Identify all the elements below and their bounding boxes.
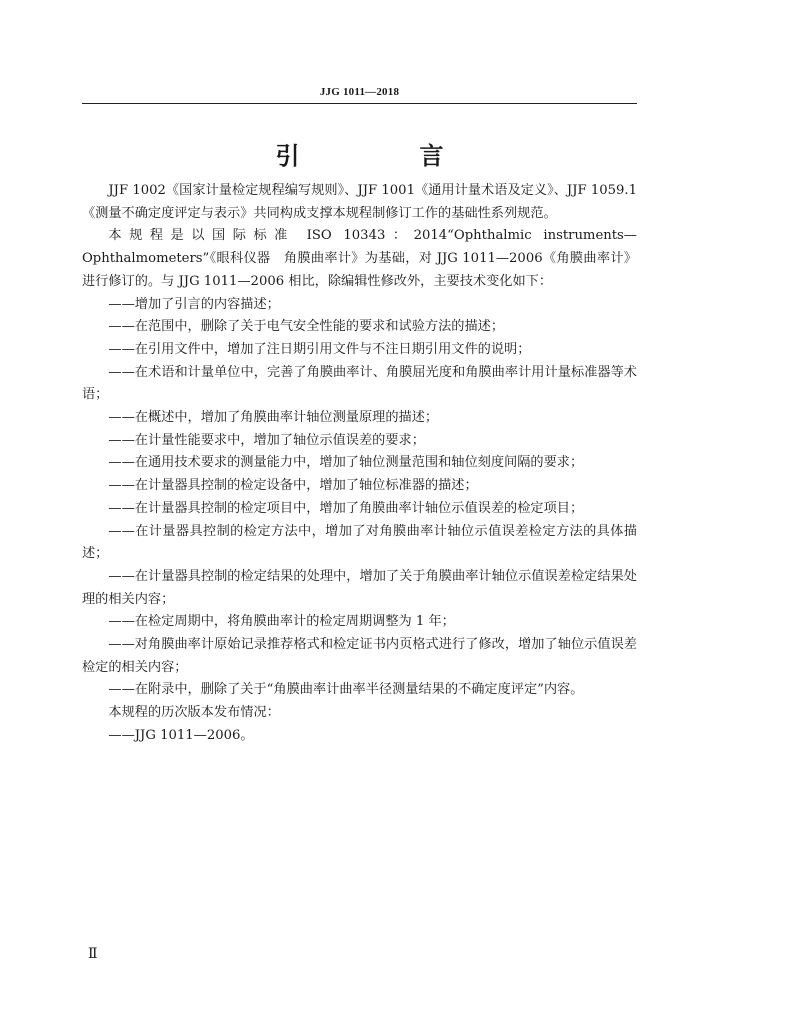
change-item: ——在引用文件中，增加了注日期引用文件与不注日期引用文件的说明； — [108, 341, 531, 357]
change-item: ——在计量性能要求中，增加了轴位示值误差的要求； — [108, 432, 425, 448]
change-item: ——对角膜曲率计原始记录推荐格式和检定证书内页格式进行了修改，增加了轴位示值误差检定的相关内容； — [82, 637, 637, 675]
change-item: ——在计量器具控制的检定项目中，增加了角膜曲率计轴位示值误差的检定项目； — [108, 500, 584, 516]
paragraph-revision-basis: 本规程是以国际标准 ISO 10343：2014“Ophthalmic instruments—Ophthalmometers”《眼科仪器 角膜曲率计》为基础，对 JJG 1011—2006《角膜曲率计》进行修订的。与 JJG 1011—2006 相比，除编辑性修改外，主要技术变化如下： — [82, 228, 637, 289]
section-title: 引 言 — [275, 142, 492, 170]
page-number: Ⅱ — [88, 947, 98, 962]
change-item: ——在附录中，删除了关于“角膜曲率计曲率半径测量结果的不确定度评定”内容。 — [108, 682, 584, 698]
change-item: ——增加了引言的内容描述； — [108, 296, 280, 312]
body-text — [82, 180, 637, 748]
change-item: ——在通用技术要求的测量能力中，增加了轴位测量范围和轴位刻度间隔的要求； — [108, 455, 584, 471]
change-item: ——在计量器具控制的检定设备中，增加了轴位标准器的描述； — [108, 478, 478, 494]
change-item: ——在概述中，增加了角膜曲率计轴位测量原理的描述； — [108, 410, 439, 426]
header-rule — [82, 103, 637, 104]
paragraph-version-history: 本规程的历次版本发布情况： — [108, 705, 280, 721]
change-item: ——在术语和计量单位中，完善了角膜曲率计、角膜屈光度和角膜曲率计用计量标准器等术语； — [82, 364, 637, 403]
running-header: JJG 1011—2018 — [319, 86, 400, 98]
change-item: ——在检定周期中，将角膜曲率计的检定周期调整为 1 年； — [108, 614, 455, 630]
paragraph-normative-basis: JJF 1002《国家计量检定规程编写规则》、JJF 1001《通用计量术语及定义》、JJF 1059.1《测量不确定度评定与表示》共同构成支撑本规程制修订工作的基础性系列规范。 — [82, 183, 637, 221]
change-item: ——在范围中，删除了关于电气安全性能的要求和试验方法的描述； — [108, 319, 505, 335]
change-item: ——在计量器具控制的检定结果的处理中，增加了关于角膜曲率计轴位示值误差检定结果处理的相关内容； — [82, 568, 637, 607]
version-history-item: ——JJG 1011—2006。 — [108, 727, 254, 743]
change-item: ——在计量器具控制的检定方法中，增加了对角膜曲率计轴位示值误差检定方法的具体描述； — [82, 523, 637, 562]
